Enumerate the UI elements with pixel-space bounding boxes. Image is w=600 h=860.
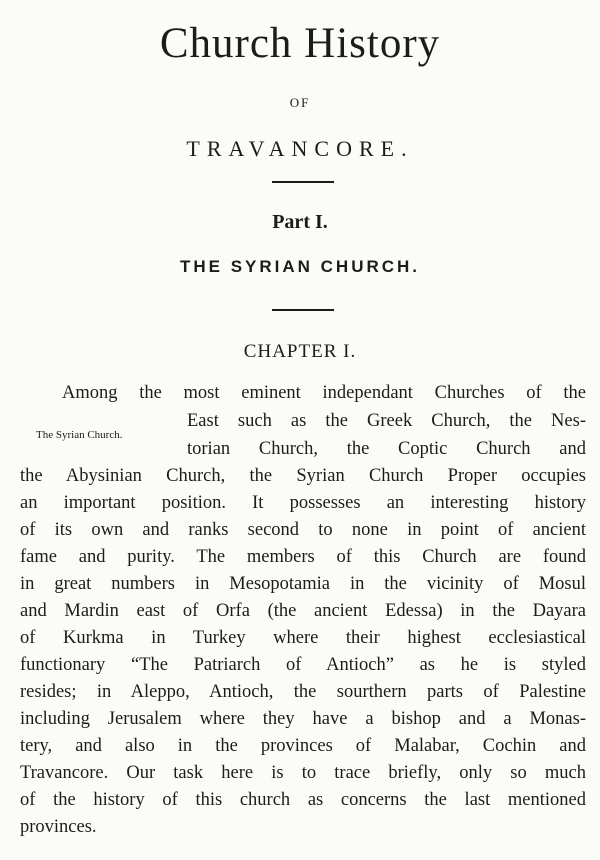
section-heading: THE SYRIAN CHURCH. <box>179 257 421 276</box>
body-line: Among the most eminent independant Churches of the <box>62 383 586 403</box>
divider-rule <box>272 309 334 311</box>
body-line: provinces. <box>20 817 97 837</box>
body-line: resides; in Aleppo, Antioch, the sourthern parts of Palestine <box>20 682 586 702</box>
body-line: an important position. It possesses an interesting history <box>20 493 586 513</box>
body-line: tery, and also in the provinces of Malabar, Cochin and <box>20 736 586 756</box>
body-line: fame and purity. The members of this Church are found <box>20 547 586 567</box>
margin-note: The Syrian Church. <box>36 429 123 441</box>
body-line: including Jerusalem where they have a bishop and a Monas- <box>20 709 586 729</box>
title-of: OF <box>289 95 311 110</box>
body-line: torian Church, the Coptic Church and <box>187 439 586 459</box>
body-line: and Mardin east of Orfa (the ancient Edessa) in the Dayara <box>20 601 586 621</box>
book-title: Church History <box>159 20 441 67</box>
body-line: of Kurkma in Turkey where their highest ecclesiastical <box>20 628 586 648</box>
body-line: of the history of this church as concerns the last mentioned <box>20 790 586 810</box>
body-line: of its own and ranks second to none in point of ancient <box>20 520 586 540</box>
divider-rule <box>272 181 334 183</box>
body-line: functionary “The Patriarch of Antioch” as he is styled <box>20 655 586 675</box>
body-line: Travancore. Our task here is to trace briefly, only so much <box>20 763 586 783</box>
body-line: in great numbers in Mesopotamia in the vicinity of Mosul <box>20 574 586 594</box>
chapter-heading: CHAPTER I. <box>243 341 357 362</box>
body-line: the Abysinian Church, the Syrian Church Proper occupies <box>20 466 586 486</box>
title-place: TRAVANCORE. <box>186 136 414 161</box>
part-heading: Part I. <box>272 211 328 233</box>
body-line: East such as the Greek Church, the Nes- <box>187 411 586 431</box>
